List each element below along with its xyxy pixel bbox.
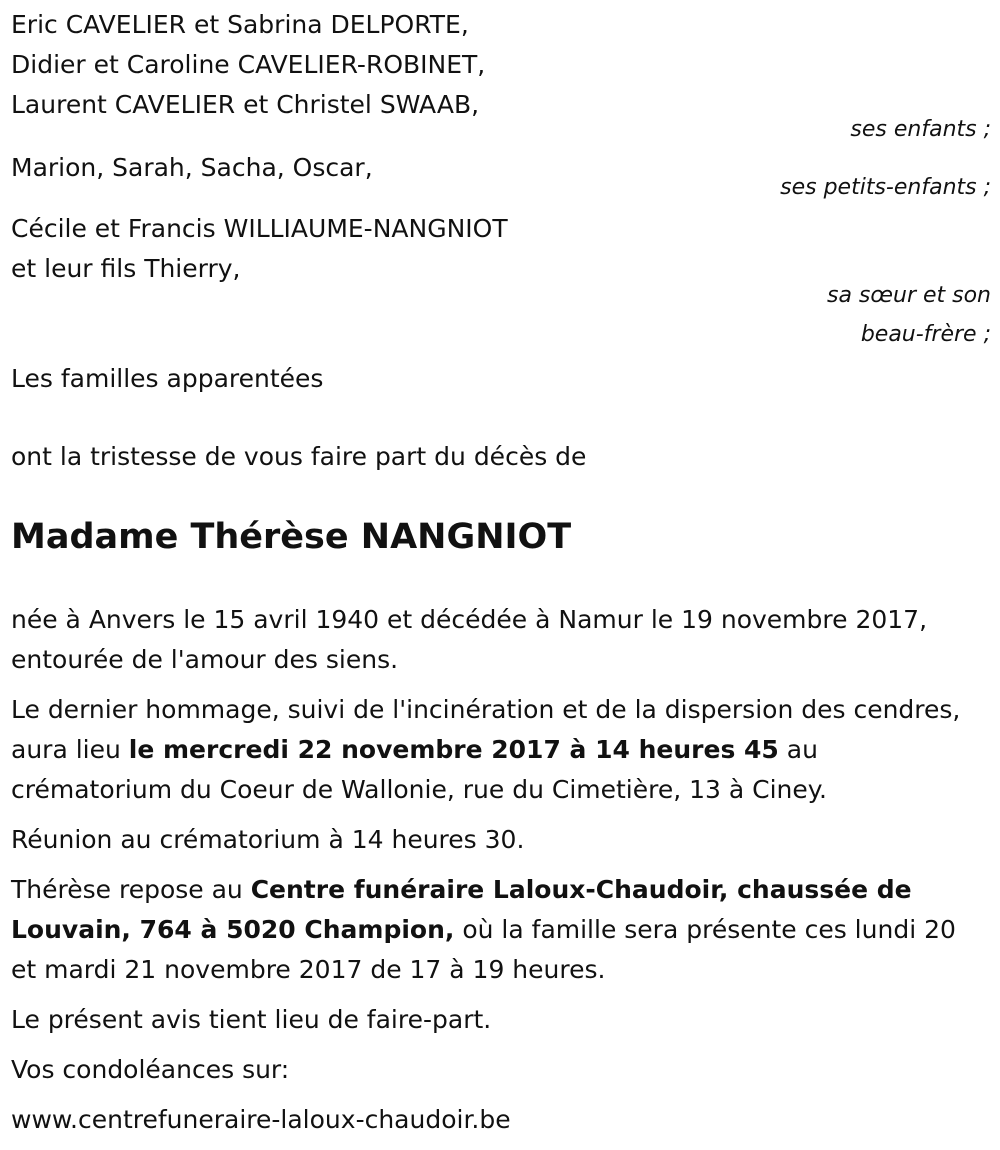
obituary-notice <box>11 5 991 1150</box>
relation-label: sa sœur et son <box>826 283 991 308</box>
ceremony-paragraph <box>11 690 986 810</box>
announcement-line: ont la tristesse de vous faire part du décès de <box>11 442 587 471</box>
relation-label: beau-frère ; <box>860 322 991 347</box>
visitation-paragraph <box>11 870 986 990</box>
deceased-name: Madame Thérèse NANGNIOT <box>11 517 572 557</box>
children-block <box>11 5 991 146</box>
condolences-label: Vos condoléances sur: <box>11 1055 290 1084</box>
reunion-paragraph: Réunion au crématorium à 14 heures 30. <box>11 825 525 854</box>
visitation-text: Thérèse repose au <box>11 875 251 904</box>
family-line: Cécile et Francis WILLIAUME-NANGNIOT <box>11 214 508 243</box>
funeral-home-address: Centre funéraire Laloux-Chaudoir, chaussée de Louvain, 764 à 5020 Champion, <box>11 875 912 944</box>
notice-paragraph: Le présent avis tient lieu de faire-part. <box>11 1005 492 1034</box>
family-line: Eric CAVELIER et Sabrina DELPORTE, <box>11 10 469 39</box>
family-line: Didier et Caroline CAVELIER-ROBINET, <box>11 50 486 79</box>
relation-label: ses enfants ; <box>850 117 991 142</box>
ceremony-text: Le dernier hommage, suivi de l'incinération et de la dispersion des cendres, aura lieu <box>11 695 961 764</box>
grandchildren-block <box>11 148 991 204</box>
visitation-text: où la famille sera présente ces lundi 20 et mardi 21 novembre 2017 de 17 à 19 heures. <box>11 915 956 984</box>
website-link[interactable]: www.centrefuneraire-laloux-chaudoir.be <box>11 1105 511 1134</box>
family-line: et leur fils Thierry, <box>11 254 241 283</box>
ceremony-text: au crématorium du Coeur de Wallonie, rue du Cimetière, 13 à Ciney. <box>11 735 827 804</box>
sister-block <box>11 209 991 351</box>
ceremony-date: le mercredi 22 novembre 2017 à 14 heures 45 <box>128 735 779 764</box>
family-line: Laurent CAVELIER et Christel SWAAB, <box>11 90 480 119</box>
families-line: Les familles apparentées <box>11 364 324 393</box>
birth-death-paragraph: née à Anvers le 15 avril 1940 et décédée à Namur le 19 novembre 2017, entourée de l'amour des siens. <box>11 605 928 674</box>
family-line: Marion, Sarah, Sacha, Oscar, <box>11 153 373 182</box>
relation-label: ses petits-enfants ; <box>780 175 991 200</box>
